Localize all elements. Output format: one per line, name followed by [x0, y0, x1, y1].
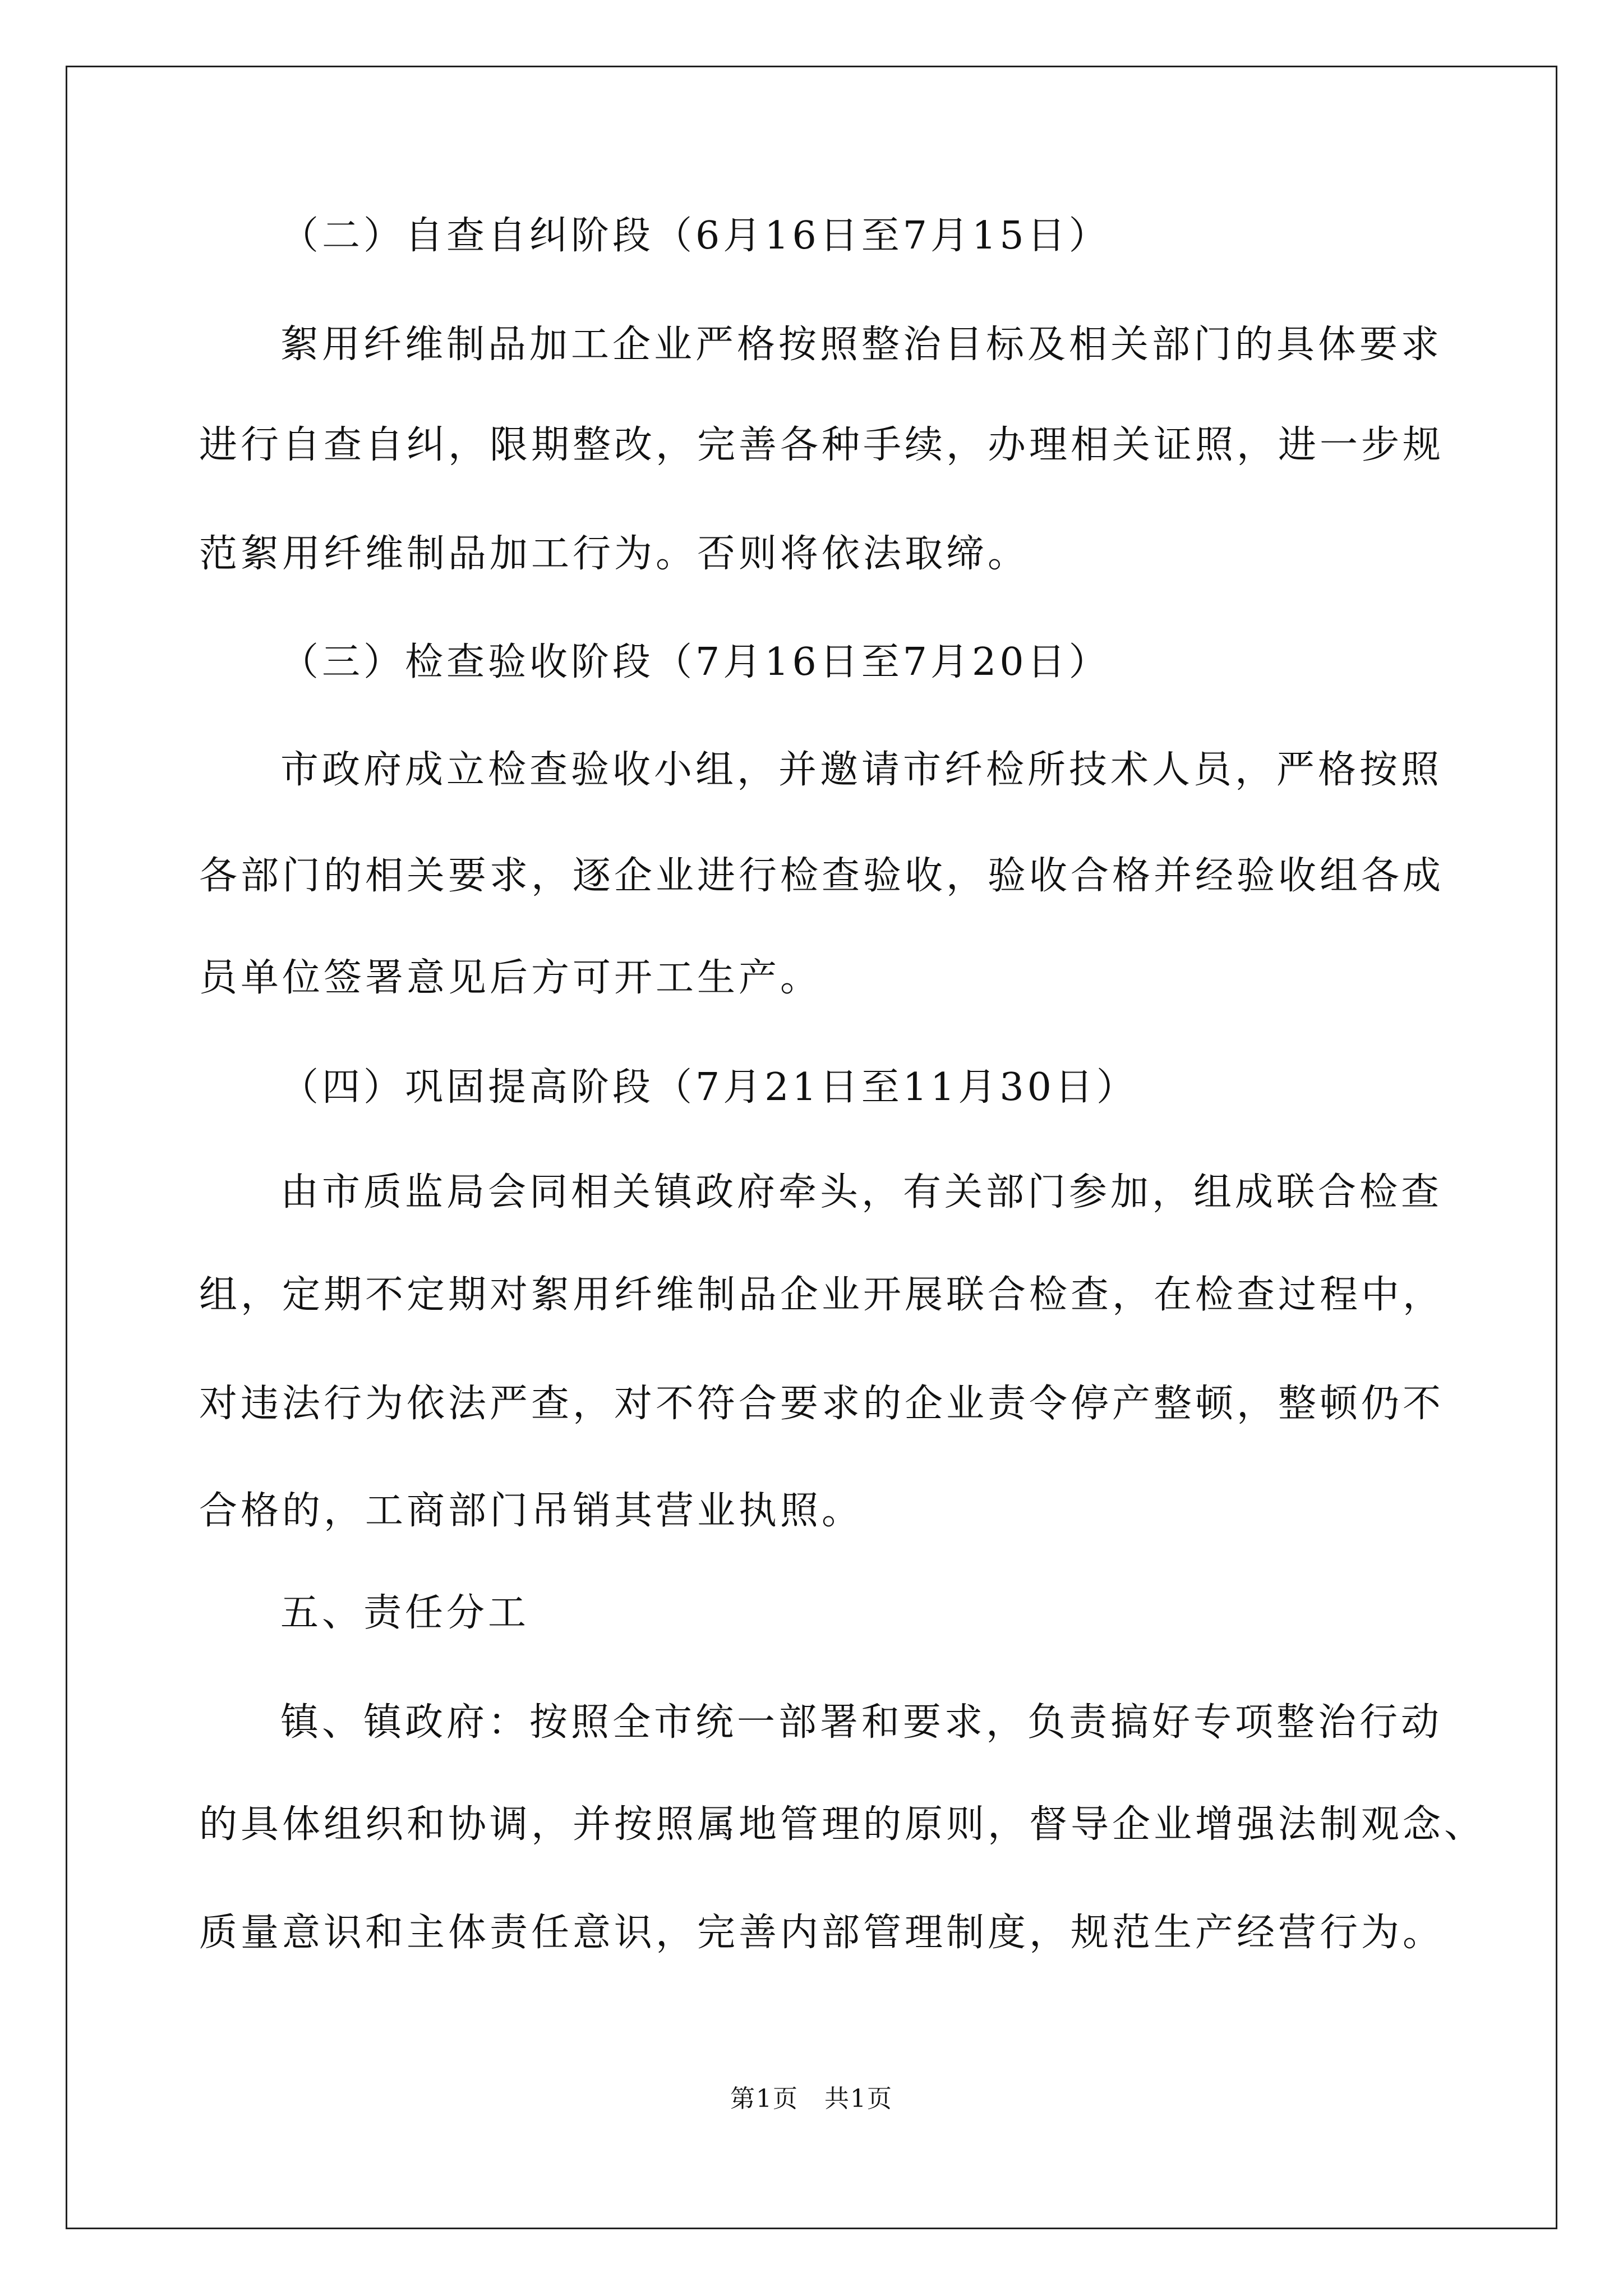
paragraph-line: 进行自查自纠，限期整改，完善各种手续，办理相关证照，进一步规	[199, 423, 1445, 467]
paragraph-line: 由市质监局会同相关镇政府牵头，有关部门参加，组成联合检查	[280, 1170, 1443, 1214]
paragraph-line: 组，定期不定期对絮用纤维制品企业开展联合检查，在检查过程中，	[199, 1273, 1445, 1317]
page-border	[66, 66, 1557, 2229]
paragraph-line: 各部门的相关要求，逐企业进行检查验收，验收合格并经验收组各成	[199, 854, 1445, 898]
paragraph-line: 质量意识和主体责任意识，完善内部管理制度，规范生产经营行为。	[199, 1911, 1445, 1955]
heading-phase-4: （四）巩固提高阶段（7月21日至11月30日）	[280, 1065, 1138, 1110]
paragraph-line: 合格的，工商部门吊销其营业执照。	[199, 1489, 864, 1533]
paragraph-line: 絮用纤维制品加工企业严格按照整治目标及相关部门的具体要求	[280, 323, 1443, 367]
paragraph-line: 对违法行为依法严查，对不符合要求的企业责令停产整顿，整顿仍不	[199, 1382, 1445, 1426]
paragraph-line: 的具体组织和协调，并按照属地管理的原则，督导企业增强法制观念、	[199, 1802, 1486, 1847]
paragraph-line: 员单位签署意见后方可开工生产。	[199, 956, 822, 1000]
heading-phase-2: （二）自查自纠阶段（6月16日至7月15日）	[280, 214, 1110, 258]
paragraph-line: 市政府成立检查验收小组，并邀请市纤检所技术人员，严格按照	[280, 748, 1443, 792]
paragraph-line: 范絮用纤维制品加工行为。否则将依法取缔。	[199, 532, 1030, 576]
paragraph-line: 镇、镇政府：按照全市统一部署和要求，负责搞好专项整治行动	[280, 1700, 1443, 1745]
page-number: 第1页 共1页	[730, 2085, 893, 2113]
heading-section-5: 五、责任分工	[280, 1591, 530, 1635]
heading-phase-3: （三）检查验收阶段（7月16日至7月20日）	[280, 640, 1110, 684]
